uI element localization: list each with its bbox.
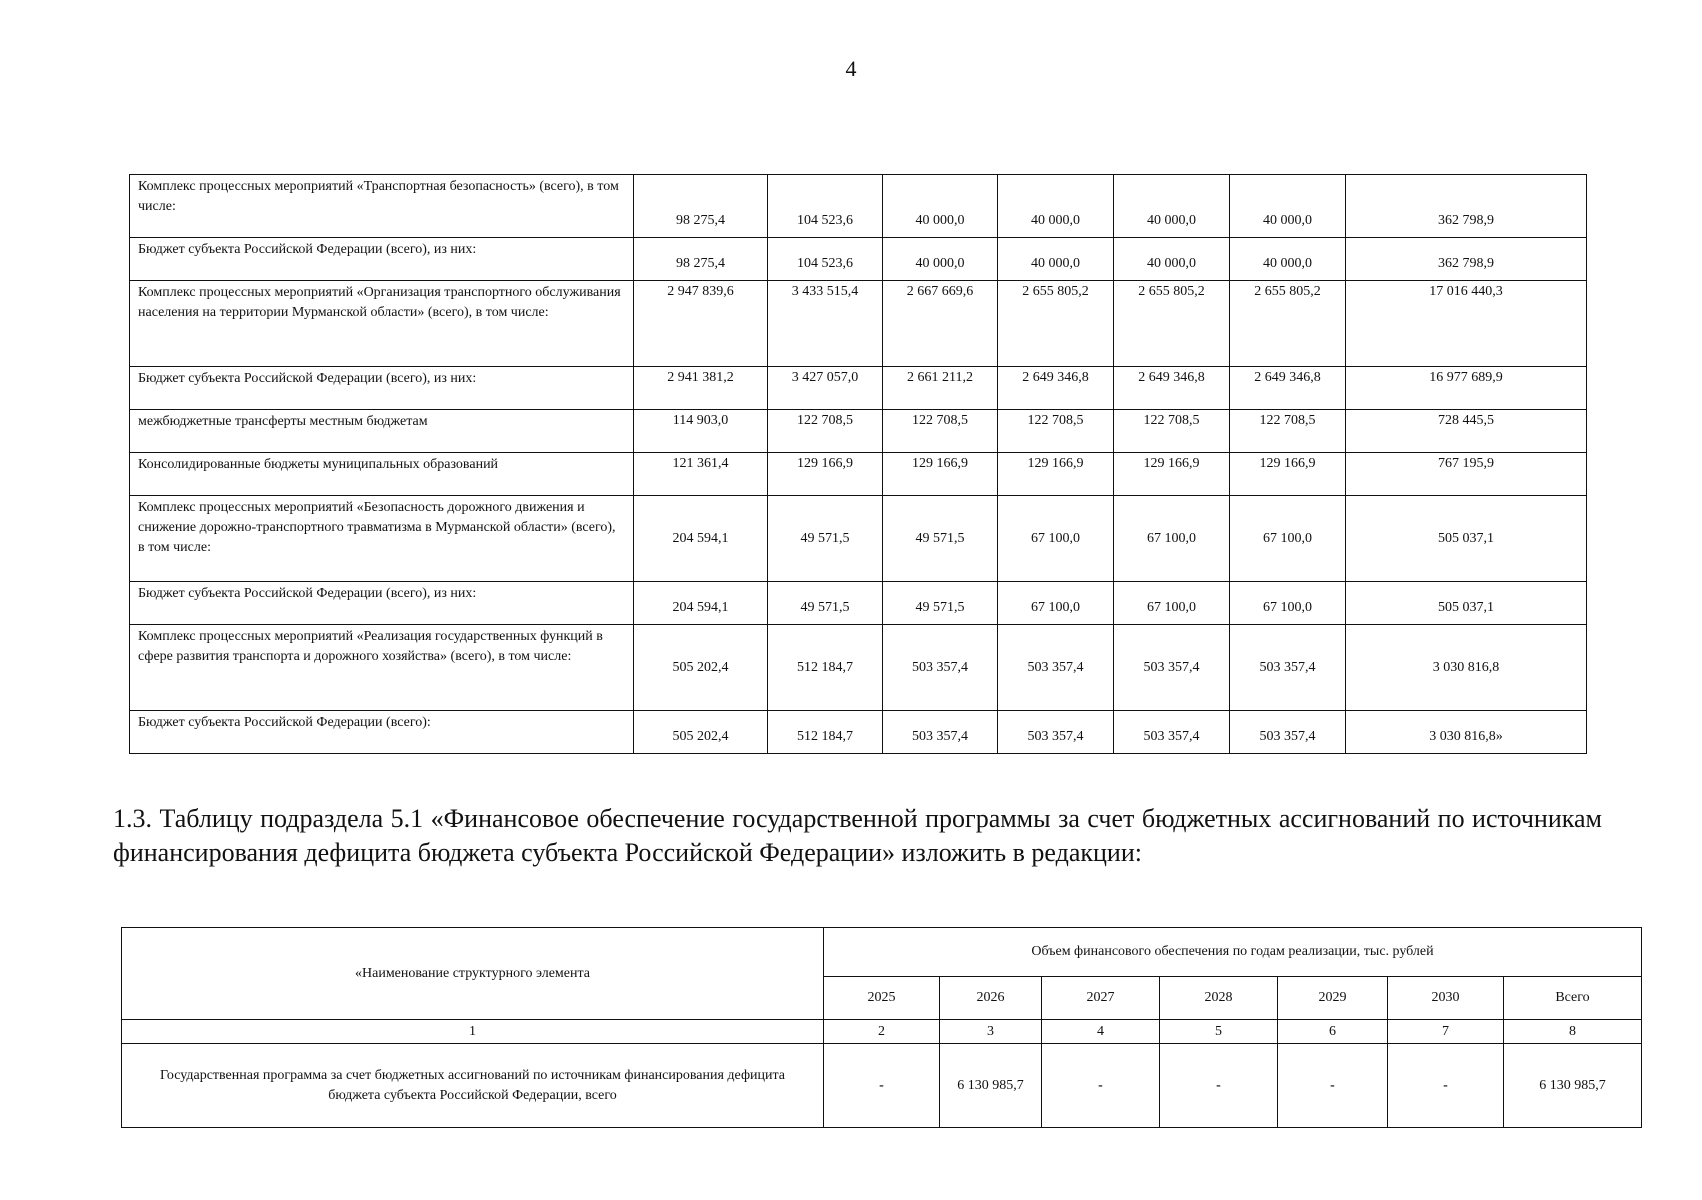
value-cell: 98 275,4	[634, 175, 768, 238]
value-cell: 503 357,4	[998, 711, 1114, 754]
value-cell: 512 184,7	[768, 711, 883, 754]
value-cell: 2 661 211,2	[883, 367, 998, 410]
total-cell: 3 030 816,8	[1346, 625, 1587, 711]
table-row	[130, 582, 1587, 625]
table-row	[130, 625, 1587, 711]
value-cell: 2 941 381,2	[634, 367, 768, 410]
value-cell: 3 427 057,0	[768, 367, 883, 410]
row-name: Бюджет субъекта Российской Федерации (всего), из них:	[130, 582, 634, 625]
value-cell: 204 594,1	[634, 582, 768, 625]
value-cell: 204 594,1	[634, 496, 768, 582]
value-cell: 2 649 346,8	[998, 367, 1114, 410]
total-cell: 505 037,1	[1346, 496, 1587, 582]
total-cell: 362 798,9	[1346, 238, 1587, 281]
value-cell: 40 000,0	[883, 238, 998, 281]
value-cell: 49 571,5	[768, 496, 883, 582]
value-cell: 2 655 805,2	[1230, 281, 1346, 367]
value-cell: 49 571,5	[883, 496, 998, 582]
row-name: межбюджетные трансферты местным бюджетам	[130, 410, 634, 453]
value-cell: 121 361,4	[634, 453, 768, 496]
name-column-header: «Наименование структурного элемента	[122, 928, 824, 1020]
value-cell: 503 357,4	[1114, 711, 1230, 754]
value-cell: 122 708,5	[768, 410, 883, 453]
instruction-paragraph: 1.3. Таблицу подраздела 5.1 «Финансовое обеспечение государственной программы за счет бюджетных ассигнований по источникам финансирования дефицита бюджета субъекта Российской Федерации» изложить в редакции:	[113, 804, 1602, 867]
value-cell: 40 000,0	[1114, 175, 1230, 238]
value-cell: 67 100,0	[1230, 496, 1346, 582]
table-row	[130, 453, 1587, 496]
value-cell: 129 166,9	[998, 453, 1114, 496]
column-number: 5	[1160, 1020, 1278, 1044]
value-cell: 503 357,4	[1230, 711, 1346, 754]
table-row	[130, 238, 1587, 281]
value-cell: -	[1042, 1044, 1160, 1128]
value-cell: 129 166,9	[1230, 453, 1346, 496]
value-cell: 2 667 669,6	[883, 281, 998, 367]
value-cell: 503 357,4	[1114, 625, 1230, 711]
value-cell: -	[1388, 1044, 1504, 1128]
year-header: 2030	[1388, 977, 1504, 1020]
value-cell: 2 655 805,2	[1114, 281, 1230, 367]
year-header: 2026	[940, 977, 1042, 1020]
year-header: 2025	[824, 977, 940, 1020]
volume-header: Объем финансового обеспечения по годам реализации, тыс. рублей	[824, 928, 1642, 977]
value-cell: 6 130 985,7	[1504, 1044, 1642, 1128]
value-cell: 129 166,9	[883, 453, 998, 496]
column-number: 7	[1388, 1020, 1504, 1044]
total-cell: 16 977 689,9	[1346, 367, 1587, 410]
value-cell: 67 100,0	[998, 496, 1114, 582]
value-cell: 104 523,6	[768, 175, 883, 238]
value-cell: 2 947 839,6	[634, 281, 768, 367]
value-cell: 98 275,4	[634, 238, 768, 281]
total-cell: 3 030 816,8»	[1346, 711, 1587, 754]
value-cell: 40 000,0	[1230, 175, 1346, 238]
column-number: 3	[940, 1020, 1042, 1044]
row-name: Бюджет субъекта Российской Федерации (всего):	[130, 711, 634, 754]
value-cell: 122 708,5	[998, 410, 1114, 453]
value-cell: 40 000,0	[998, 175, 1114, 238]
value-cell: 129 166,9	[768, 453, 883, 496]
column-number: 2	[824, 1020, 940, 1044]
total-header: Всего	[1504, 977, 1642, 1020]
deficit-funding-table	[121, 927, 1642, 1128]
funding-table	[129, 174, 1587, 754]
column-number: 6	[1278, 1020, 1388, 1044]
value-cell: 505 202,4	[634, 625, 768, 711]
value-cell: 67 100,0	[1114, 582, 1230, 625]
table-row	[130, 281, 1587, 367]
value-cell: 122 708,5	[1230, 410, 1346, 453]
value-cell: 40 000,0	[1114, 238, 1230, 281]
value-cell: 503 357,4	[1230, 625, 1346, 711]
total-cell: 17 016 440,3	[1346, 281, 1587, 367]
row-name: Комплекс процессных мероприятий «Транспортная безопасность» (всего), в том числе:	[130, 175, 634, 238]
year-header: 2027	[1042, 977, 1160, 1020]
table-row	[130, 410, 1587, 453]
column-number: 4	[1042, 1020, 1160, 1044]
table-row	[130, 496, 1587, 582]
total-cell: 728 445,5	[1346, 410, 1587, 453]
table-row	[130, 711, 1587, 754]
value-cell: 67 100,0	[1230, 582, 1346, 625]
value-cell: 67 100,0	[998, 582, 1114, 625]
value-cell: -	[1278, 1044, 1388, 1128]
total-cell: 767 195,9	[1346, 453, 1587, 496]
value-cell: 129 166,9	[1114, 453, 1230, 496]
value-cell: 104 523,6	[768, 238, 883, 281]
value-cell: 40 000,0	[1230, 238, 1346, 281]
column-number: 1	[122, 1020, 824, 1044]
value-cell: 503 357,4	[883, 625, 998, 711]
row-name: Консолидированные бюджеты муниципальных образований	[130, 453, 634, 496]
year-header: 2029	[1278, 977, 1388, 1020]
value-cell: 503 357,4	[998, 625, 1114, 711]
row-name: Комплекс процессных мероприятий «Реализация государственных функций в сфере развития транспорта и дорожного хозяйства» (всего), в том числе:	[130, 625, 634, 711]
year-header: 2028	[1160, 977, 1278, 1020]
value-cell: 512 184,7	[768, 625, 883, 711]
value-cell: 503 357,4	[883, 711, 998, 754]
value-cell: 114 903,0	[634, 410, 768, 453]
total-cell: 362 798,9	[1346, 175, 1587, 238]
table-row	[130, 367, 1587, 410]
value-cell: 122 708,5	[883, 410, 998, 453]
value-cell: 6 130 985,7	[940, 1044, 1042, 1128]
total-cell: 505 037,1	[1346, 582, 1587, 625]
value-cell: 2 649 346,8	[1230, 367, 1346, 410]
row-name: Государственная программа за счет бюджетных ассигнований по источникам финансирования дефицита бюджета субъекта Российской Федерации, всего	[122, 1044, 824, 1128]
value-cell: 40 000,0	[883, 175, 998, 238]
value-cell: 40 000,0	[998, 238, 1114, 281]
table-row	[122, 1044, 1642, 1128]
value-cell: 505 202,4	[634, 711, 768, 754]
row-name: Комплекс процессных мероприятий «Организация транспортного обслуживания населения на территории Мурманской области» (всего), в том числе:	[130, 281, 634, 367]
row-name: Бюджет субъекта Российской Федерации (всего), из них:	[130, 367, 634, 410]
table-row	[130, 175, 1587, 238]
value-cell: -	[824, 1044, 940, 1128]
value-cell: 67 100,0	[1114, 496, 1230, 582]
value-cell: 3 433 515,4	[768, 281, 883, 367]
value-cell: 2 649 346,8	[1114, 367, 1230, 410]
value-cell: -	[1160, 1044, 1278, 1128]
row-name: Комплекс процессных мероприятий «Безопасность дорожного движения и снижение дорожно-транспортного травматизма в Мурманской области» (всего), в том числе:	[130, 496, 634, 582]
value-cell: 49 571,5	[768, 582, 883, 625]
column-number: 8	[1504, 1020, 1642, 1044]
value-cell: 49 571,5	[883, 582, 998, 625]
value-cell: 122 708,5	[1114, 410, 1230, 453]
value-cell: 2 655 805,2	[998, 281, 1114, 367]
page-number: 4	[845, 56, 857, 81]
row-name: Бюджет субъекта Российской Федерации (всего), из них:	[130, 238, 634, 281]
